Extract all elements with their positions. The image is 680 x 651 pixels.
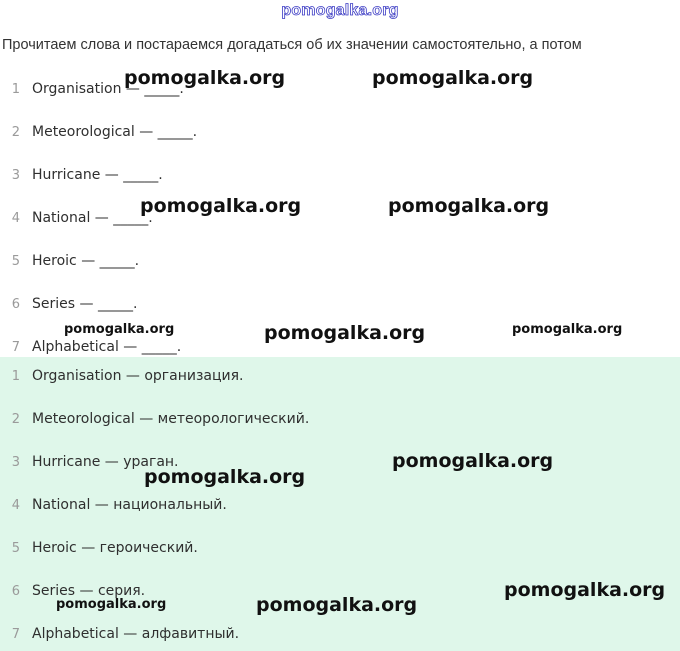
item-number: 2 xyxy=(11,412,20,427)
item-number: 4 xyxy=(11,211,20,226)
task-item xyxy=(0,207,153,229)
site-logo: pomogalka.org xyxy=(281,2,399,19)
watermark: pomogalka.org xyxy=(56,597,167,612)
task-item xyxy=(0,164,163,186)
item-number: 6 xyxy=(11,297,20,312)
item-text: National — национальный. xyxy=(32,497,227,513)
watermark: pomogalka.org xyxy=(512,322,623,337)
item-text: Alphabetical — _____. xyxy=(32,339,182,355)
item-text: Alphabetical — алфавитный. xyxy=(32,626,240,642)
watermark: pomogalka.org xyxy=(264,322,426,344)
item-number: 1 xyxy=(11,369,20,384)
item-text: Meteorological — метеорологический. xyxy=(32,411,310,427)
item-number: 5 xyxy=(11,541,20,556)
item-number: 4 xyxy=(11,498,20,513)
answer-item xyxy=(0,623,239,645)
item-text: Meteorological — _____. xyxy=(32,124,198,140)
item-text: Series — серия. xyxy=(32,583,146,599)
item-text: Heroic — _____. xyxy=(32,253,140,269)
answer-item xyxy=(0,408,309,430)
watermark: pomogalka.org xyxy=(64,322,175,337)
item-text: Organisation — организация. xyxy=(32,368,244,384)
watermark: pomogalka.org xyxy=(372,67,534,89)
watermark: pomogalka.org xyxy=(388,195,550,217)
task-item xyxy=(0,250,139,272)
watermark: pomogalka.org xyxy=(124,67,286,89)
item-text: Series — _____. xyxy=(32,296,138,312)
item-number: 7 xyxy=(11,340,20,355)
intro-text: Прочитаем слова и постараемся догадаться об их значении самостоятельно, а потом xyxy=(2,37,582,53)
item-number: 3 xyxy=(11,168,20,183)
watermark: pomogalka.org xyxy=(140,195,302,217)
answer-item xyxy=(0,494,227,516)
watermark: pomogalka.org xyxy=(256,594,418,616)
item-number: 7 xyxy=(11,627,20,642)
watermark: pomogalka.org xyxy=(504,579,666,601)
task-item xyxy=(0,336,181,358)
item-number: 2 xyxy=(11,125,20,140)
item-text: Heroic — героический. xyxy=(32,540,198,556)
answer-item xyxy=(0,365,244,387)
task-item xyxy=(0,293,137,315)
answer-item xyxy=(0,537,198,559)
item-text: Hurricane — _____. xyxy=(32,167,163,183)
task-item xyxy=(0,121,197,143)
item-text: Hurricane — ураган. xyxy=(32,454,179,470)
item-number: 6 xyxy=(11,584,20,599)
watermark: pomogalka.org xyxy=(392,450,554,472)
item-text: Organisation — _____. xyxy=(32,81,184,97)
item-number: 1 xyxy=(11,82,20,97)
item-number: 3 xyxy=(11,455,20,470)
watermark: pomogalka.org xyxy=(144,466,306,488)
item-text: National — _____. xyxy=(32,210,153,226)
item-number: 5 xyxy=(11,254,20,269)
